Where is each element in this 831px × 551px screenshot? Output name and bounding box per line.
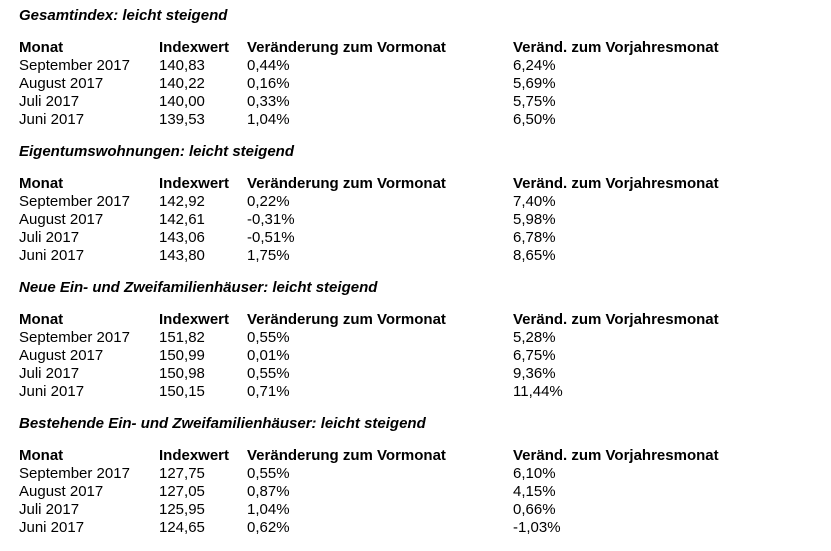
- column-header-month: Monat: [19, 311, 64, 328]
- table-header-row: [19, 175, 763, 193]
- cell-yoy: 4,15%: [513, 483, 556, 500]
- table-header-row: [19, 447, 763, 465]
- table-row: [19, 383, 763, 401]
- cell-mom: 0,33%: [247, 93, 290, 110]
- cell-month: August 2017: [19, 75, 104, 92]
- cell-month: August 2017: [19, 347, 104, 364]
- cell-yoy: 5,28%: [513, 329, 556, 346]
- column-header-index: Indexwert: [159, 39, 230, 56]
- index-table: [19, 175, 763, 265]
- table-header-row: [19, 39, 763, 57]
- cell-month: September 2017: [19, 329, 130, 346]
- cell-index: 127,05: [159, 483, 205, 500]
- cell-index: 150,99: [159, 347, 205, 364]
- cell-month: September 2017: [19, 465, 130, 482]
- column-header-month: Monat: [19, 39, 64, 56]
- column-header-yoy: Veränd. zum Vorjahresmonat: [513, 175, 719, 192]
- cell-index: 140,83: [159, 57, 205, 74]
- column-header-mom: Veränderung zum Vormonat: [247, 311, 446, 328]
- cell-month: August 2017: [19, 211, 104, 228]
- cell-month: August 2017: [19, 483, 104, 500]
- cell-mom: -0,31%: [247, 211, 295, 228]
- column-header-mom: Veränderung zum Vormonat: [247, 447, 446, 464]
- column-header-month: Monat: [19, 447, 64, 464]
- cell-month: Juni 2017: [19, 111, 85, 128]
- cell-yoy: 9,36%: [513, 365, 556, 382]
- table-row: [19, 501, 763, 519]
- cell-index: 127,75: [159, 465, 205, 482]
- table-row: [19, 329, 763, 347]
- cell-month: Juni 2017: [19, 247, 85, 264]
- column-header-yoy: Veränd. zum Vorjahresmonat: [513, 311, 719, 328]
- cell-yoy: 6,78%: [513, 229, 556, 246]
- cell-yoy: 0,66%: [513, 501, 556, 518]
- cell-yoy: 6,50%: [513, 111, 556, 128]
- section-neue-haeuser: [19, 279, 819, 415]
- cell-index: 142,61: [159, 211, 205, 228]
- document: [19, 7, 819, 551]
- index-table: [19, 39, 763, 129]
- cell-index: 151,82: [159, 329, 205, 346]
- cell-mom: 1,75%: [247, 247, 290, 264]
- cell-index: 143,06: [159, 229, 205, 246]
- cell-mom: -0,51%: [247, 229, 295, 246]
- cell-yoy: 7,40%: [513, 193, 556, 210]
- cell-mom: 0,55%: [247, 329, 290, 346]
- cell-index: 140,22: [159, 75, 205, 92]
- cell-index: 150,15: [159, 383, 205, 400]
- index-table: [19, 447, 763, 537]
- cell-month: Juli 2017: [19, 365, 80, 382]
- section-title: Gesamtindex: leicht steigend: [19, 7, 228, 24]
- column-header-yoy: Veränd. zum Vorjahresmonat: [513, 39, 719, 56]
- table-row: [19, 229, 763, 247]
- cell-month: September 2017: [19, 193, 130, 210]
- table-row: [19, 247, 763, 265]
- cell-month: September 2017: [19, 57, 130, 74]
- cell-month: Juli 2017: [19, 93, 80, 110]
- cell-mom: 0,01%: [247, 347, 290, 364]
- column-header-month: Monat: [19, 175, 64, 192]
- cell-index: 143,80: [159, 247, 205, 264]
- cell-mom: 0,55%: [247, 465, 290, 482]
- cell-mom: 1,04%: [247, 501, 290, 518]
- table-row: [19, 193, 763, 211]
- cell-index: 150,98: [159, 365, 205, 382]
- table-row: [19, 465, 763, 483]
- cell-month: Juli 2017: [19, 501, 80, 518]
- cell-yoy: 8,65%: [513, 247, 556, 264]
- table-row: [19, 483, 763, 501]
- table-row: [19, 111, 763, 129]
- table-row: [19, 519, 763, 537]
- column-header-index: Indexwert: [159, 447, 230, 464]
- table-row: [19, 211, 763, 229]
- cell-yoy: -1,03%: [513, 519, 561, 536]
- cell-mom: 0,44%: [247, 57, 290, 74]
- cell-mom: 0,16%: [247, 75, 290, 92]
- column-header-yoy: Veränd. zum Vorjahresmonat: [513, 447, 719, 464]
- cell-mom: 0,62%: [247, 519, 290, 536]
- cell-index: 139,53: [159, 111, 205, 128]
- cell-yoy: 11,44%: [513, 383, 563, 400]
- section-title: Bestehende Ein- und Zweifamilienhäuser: leicht steigend: [19, 415, 426, 432]
- cell-index: 142,92: [159, 193, 205, 210]
- section-title: Eigentumswohnungen: leicht steigend: [19, 143, 295, 160]
- section-gesamtindex: [19, 7, 819, 143]
- cell-month: Juni 2017: [19, 383, 85, 400]
- index-table: [19, 311, 763, 401]
- cell-yoy: 5,69%: [513, 75, 556, 92]
- cell-mom: 0,55%: [247, 365, 290, 382]
- cell-mom: 1,04%: [247, 111, 290, 128]
- table-row: [19, 75, 763, 93]
- table-row: [19, 57, 763, 75]
- section-bestehende-haeuser: [19, 415, 819, 551]
- cell-mom: 0,87%: [247, 483, 290, 500]
- column-header-index: Indexwert: [159, 311, 230, 328]
- cell-yoy: 6,24%: [513, 57, 556, 74]
- cell-yoy: 6,10%: [513, 465, 556, 482]
- table-row: [19, 347, 763, 365]
- cell-mom: 0,71%: [247, 383, 290, 400]
- cell-month: Juli 2017: [19, 229, 80, 246]
- column-header-index: Indexwert: [159, 175, 230, 192]
- table-row: [19, 365, 763, 383]
- cell-yoy: 5,98%: [513, 211, 556, 228]
- table-row: [19, 93, 763, 111]
- column-header-mom: Veränderung zum Vormonat: [247, 175, 446, 192]
- section-eigentumswohnungen: [19, 143, 819, 279]
- cell-mom: 0,22%: [247, 193, 290, 210]
- cell-yoy: 5,75%: [513, 93, 556, 110]
- cell-index: 125,95: [159, 501, 205, 518]
- cell-index: 140,00: [159, 93, 205, 110]
- cell-yoy: 6,75%: [513, 347, 556, 364]
- section-title: Neue Ein- und Zweifamilienhäuser: leicht steigend: [19, 279, 378, 296]
- cell-index: 124,65: [159, 519, 205, 536]
- table-header-row: [19, 311, 763, 329]
- column-header-mom: Veränderung zum Vormonat: [247, 39, 446, 56]
- cell-month: Juni 2017: [19, 519, 85, 536]
